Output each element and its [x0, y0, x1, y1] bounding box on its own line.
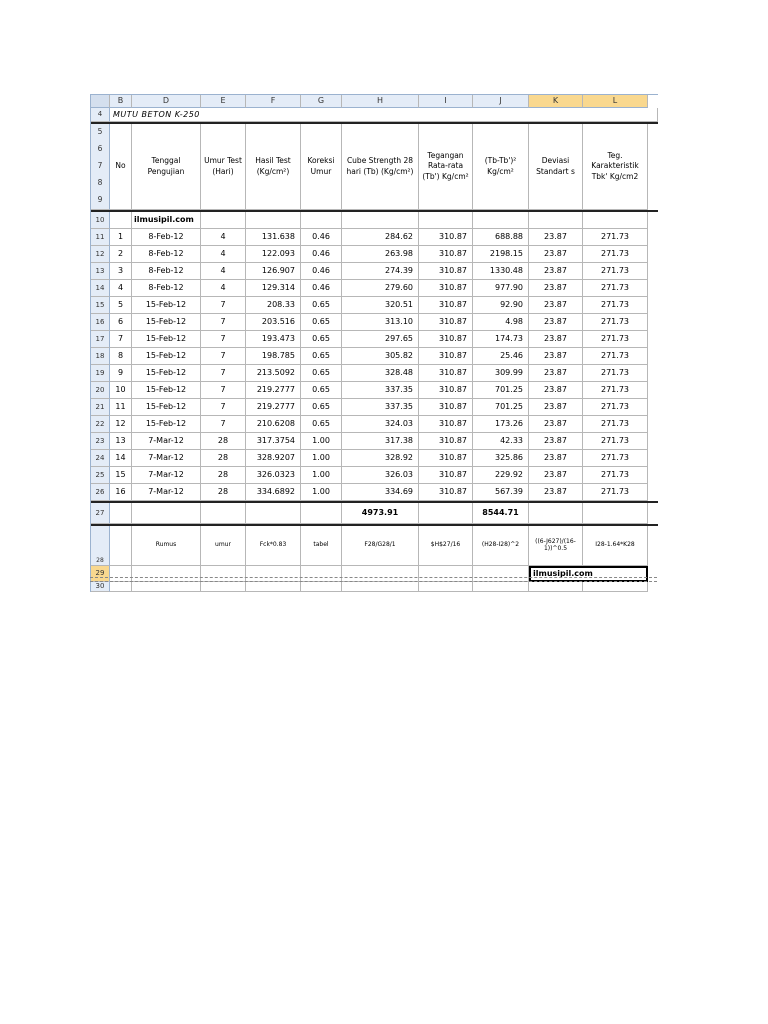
cell-deviasi[interactable]: 23.87	[529, 263, 583, 280]
header-hasil-test[interactable]: Hasil Test (Kg/cm²)	[246, 124, 301, 210]
cell-tegangan[interactable]: 310.87	[419, 416, 473, 433]
column-header-b[interactable]: B	[110, 95, 132, 108]
cell-cube-strength[interactable]: 274.39	[342, 263, 419, 280]
sum-row	[91, 501, 658, 526]
cell-date[interactable]: 7-Mar-12	[132, 484, 201, 501]
cell[interactable]	[132, 582, 201, 592]
cell-tegangan[interactable]: 310.87	[419, 450, 473, 467]
cell-tegangan[interactable]: 310.87	[419, 467, 473, 484]
row-header[interactable]: 9	[97, 195, 103, 205]
cell-deviasi[interactable]: 23.87	[529, 348, 583, 365]
table-row	[91, 331, 658, 348]
cell-umur[interactable]: 4	[201, 246, 246, 263]
cell-cube-strength[interactable]: 263.98	[342, 246, 419, 263]
cell-koreksi[interactable]: 1.00	[301, 450, 342, 467]
row-header[interactable]: 21	[91, 399, 110, 416]
cell[interactable]	[419, 503, 473, 524]
cell[interactable]	[583, 582, 648, 592]
column-header-k[interactable]: K	[529, 95, 583, 108]
cube-sum-cell[interactable]: 4973.91	[342, 503, 419, 524]
cell-umur[interactable]: 28	[201, 433, 246, 450]
cell-deviasi[interactable]: 23.87	[529, 314, 583, 331]
table-row	[91, 229, 658, 246]
cell[interactable]	[246, 582, 301, 592]
row-header[interactable]: 8	[97, 178, 103, 188]
cell[interactable]	[201, 212, 246, 229]
cell-hasil-test[interactable]: 203.516	[246, 314, 301, 331]
formula-cell-g[interactable]: tabel	[301, 526, 342, 566]
cell-deviasi[interactable]: 23.87	[529, 280, 583, 297]
cell-umur[interactable]: 4	[201, 280, 246, 297]
cell-date[interactable]: 15-Feb-12	[132, 399, 201, 416]
cell-date[interactable]: 15-Feb-12	[132, 331, 201, 348]
cell-karakteristik[interactable]: 271.73	[583, 365, 648, 382]
cell-tb-squared[interactable]: 25.46	[473, 348, 529, 365]
column-header-g[interactable]: G	[301, 95, 342, 108]
row-header[interactable]: 18	[91, 348, 110, 365]
row-header[interactable]: 26	[91, 484, 110, 501]
cell-date[interactable]: 7-Mar-12	[132, 433, 201, 450]
cell-karakteristik[interactable]: 271.73	[583, 484, 648, 501]
cell-karakteristik[interactable]: 271.73	[583, 246, 648, 263]
cell-deviasi[interactable]: 23.87	[529, 365, 583, 382]
cell-deviasi[interactable]: 23.87	[529, 246, 583, 263]
table-row	[91, 280, 658, 297]
cell[interactable]	[583, 212, 648, 229]
cell-date[interactable]: 15-Feb-12	[132, 348, 201, 365]
cell-cube-strength[interactable]: 284.62	[342, 229, 419, 246]
cell[interactable]	[110, 503, 132, 524]
cell[interactable]	[301, 503, 342, 524]
formula-cell-f[interactable]: Fck*0.83	[246, 526, 301, 566]
cell-no[interactable]: 10	[110, 382, 132, 399]
cell-koreksi[interactable]: 0.65	[301, 348, 342, 365]
cell-cube-strength[interactable]: 328.92	[342, 450, 419, 467]
column-header-f[interactable]: F	[246, 95, 301, 108]
row-header[interactable]: 25	[91, 467, 110, 484]
cell-cube-strength[interactable]: 326.03	[342, 467, 419, 484]
cell[interactable]	[473, 212, 529, 229]
cell-koreksi[interactable]: 1.00	[301, 433, 342, 450]
cell-tb-squared[interactable]: 567.39	[473, 484, 529, 501]
cell-cube-strength[interactable]: 279.60	[342, 280, 419, 297]
cell-umur[interactable]: 7	[201, 331, 246, 348]
cell-hasil-test[interactable]: 317.3754	[246, 433, 301, 450]
cell-date[interactable]: 8-Feb-12	[132, 246, 201, 263]
formula-cell-k[interactable]: ((6-J627)/(16-1))^0.5	[529, 526, 583, 566]
cell-deviasi[interactable]: 23.87	[529, 399, 583, 416]
cell-cube-strength[interactable]: 313.10	[342, 314, 419, 331]
table-row	[91, 246, 658, 263]
table-row	[91, 484, 658, 501]
cell-tb-squared[interactable]: 229.92	[473, 467, 529, 484]
cell-koreksi[interactable]: 1.00	[301, 484, 342, 501]
cell-karakteristik[interactable]: 271.73	[583, 297, 648, 314]
cell-tb-squared[interactable]: 701.25	[473, 382, 529, 399]
cell[interactable]	[110, 526, 132, 566]
cell-koreksi[interactable]: 0.65	[301, 365, 342, 382]
tb-squared-sum-cell[interactable]: 8544.71	[473, 503, 529, 524]
watermark-cell[interactable]: ilmusipil.com	[529, 566, 648, 582]
cell-karakteristik[interactable]: 271.73	[583, 382, 648, 399]
cell-deviasi[interactable]: 23.87	[529, 467, 583, 484]
cell-no[interactable]: 1	[110, 229, 132, 246]
cell-cube-strength[interactable]: 337.35	[342, 382, 419, 399]
cell-date[interactable]: 15-Feb-12	[132, 297, 201, 314]
cell-hasil-test[interactable]: 334.6892	[246, 484, 301, 501]
cell-tb-squared[interactable]: 42.33	[473, 433, 529, 450]
cell-hasil-test[interactable]: 126.907	[246, 263, 301, 280]
site-label-cell[interactable]: ilmusipil.com	[132, 212, 201, 229]
cell-koreksi[interactable]: 0.65	[301, 399, 342, 416]
table-row	[91, 433, 658, 450]
formula-cell-d[interactable]: Rumus	[132, 526, 201, 566]
cell-no[interactable]: 6	[110, 314, 132, 331]
cell-hasil-test[interactable]: 131.638	[246, 229, 301, 246]
header-tb-squared[interactable]: (Tb-Tb')² Kg/cm²	[473, 124, 529, 210]
cell-no[interactable]: 7	[110, 331, 132, 348]
cell-no[interactable]: 4	[110, 280, 132, 297]
row-header[interactable]: 19	[91, 365, 110, 382]
cell[interactable]	[201, 503, 246, 524]
cell-umur[interactable]: 28	[201, 467, 246, 484]
cell-deviasi[interactable]: 23.87	[529, 382, 583, 399]
cell-tegangan[interactable]: 310.87	[419, 229, 473, 246]
formula-cell-l[interactable]: I28-1.64*K28	[583, 526, 648, 566]
cell-date[interactable]: 7-Mar-12	[132, 467, 201, 484]
row-header[interactable]: 7	[97, 161, 103, 171]
row-header[interactable]: 20	[91, 382, 110, 399]
row-header[interactable]: 17	[91, 331, 110, 348]
row-header[interactable]: 10	[91, 212, 110, 229]
cell-no[interactable]: 2	[110, 246, 132, 263]
cell-no[interactable]: 13	[110, 433, 132, 450]
cell[interactable]	[342, 582, 419, 592]
cell[interactable]	[201, 582, 246, 592]
cell-cube-strength[interactable]: 328.48	[342, 365, 419, 382]
formula-row	[91, 526, 658, 566]
cell-umur[interactable]: 7	[201, 416, 246, 433]
cell-no[interactable]: 16	[110, 484, 132, 501]
row-header[interactable]: 5	[97, 127, 103, 137]
table-header-row	[91, 122, 658, 210]
cell-tb-squared[interactable]: 977.90	[473, 280, 529, 297]
cell-koreksi[interactable]: 0.65	[301, 382, 342, 399]
cell-no[interactable]: 9	[110, 365, 132, 382]
cell-no[interactable]: 15	[110, 467, 132, 484]
table-row	[91, 314, 658, 331]
row-header[interactable]: 27	[91, 503, 110, 524]
cell[interactable]	[419, 212, 473, 229]
cell-date[interactable]: 15-Feb-12	[132, 382, 201, 399]
table-row	[91, 399, 658, 416]
empty-row	[91, 582, 658, 592]
cell-koreksi[interactable]: 1.00	[301, 467, 342, 484]
cell-tb-squared[interactable]: 309.99	[473, 365, 529, 382]
row-header[interactable]: 28	[91, 526, 110, 566]
cell-hasil-test[interactable]: 193.473	[246, 331, 301, 348]
column-header-e[interactable]: E	[201, 95, 246, 108]
cell-karakteristik[interactable]: 271.73	[583, 229, 648, 246]
header-deviasi[interactable]: Deviasi Standart s	[529, 124, 583, 210]
cell-date[interactable]: 15-Feb-12	[132, 365, 201, 382]
cell-umur[interactable]: 4	[201, 263, 246, 280]
cell-tegangan[interactable]: 310.87	[419, 280, 473, 297]
cell[interactable]	[246, 503, 301, 524]
cell-umur[interactable]: 7	[201, 348, 246, 365]
cell[interactable]	[583, 503, 648, 524]
table-row	[91, 297, 658, 314]
header-koreksi[interactable]: Koreksi Umur	[301, 124, 342, 210]
column-header-l[interactable]: L	[583, 95, 648, 108]
cell-hasil-test[interactable]: 208.33	[246, 297, 301, 314]
row-header[interactable]: 4	[91, 108, 110, 122]
title-row	[91, 108, 658, 122]
cell-date[interactable]: 15-Feb-12	[132, 314, 201, 331]
cell[interactable]	[301, 212, 342, 229]
table-row	[91, 450, 658, 467]
cell-cube-strength[interactable]: 337.35	[342, 399, 419, 416]
cell-hasil-test[interactable]: 328.9207	[246, 450, 301, 467]
cell-koreksi[interactable]: 0.65	[301, 297, 342, 314]
cell-umur[interactable]: 7	[201, 297, 246, 314]
cell-deviasi[interactable]: 23.87	[529, 331, 583, 348]
column-header-d[interactable]: D	[132, 95, 201, 108]
sheet-title-cell[interactable]: MUTU BETON K-250	[110, 108, 658, 122]
cell-karakteristik[interactable]: 271.73	[583, 416, 648, 433]
cell-deviasi[interactable]: 23.87	[529, 297, 583, 314]
column-header-i[interactable]: I	[419, 95, 473, 108]
row-header-group	[91, 124, 110, 210]
cell-umur[interactable]: 28	[201, 484, 246, 501]
formula-cell-j[interactable]: (H28-I28)^2	[473, 526, 529, 566]
cell-tb-squared[interactable]: 173.26	[473, 416, 529, 433]
row-header[interactable]: 30	[91, 582, 110, 592]
cell-date[interactable]: 8-Feb-12	[132, 263, 201, 280]
cell-tegangan[interactable]: 310.87	[419, 365, 473, 382]
cell-umur[interactable]: 7	[201, 314, 246, 331]
cell[interactable]	[132, 503, 201, 524]
cell-koreksi[interactable]: 0.46	[301, 229, 342, 246]
cell-date[interactable]: 8-Feb-12	[132, 229, 201, 246]
header-tegangan[interactable]: Tegangan Rata-rata (Tb') Kg/cm²	[419, 124, 473, 210]
cell-tb-squared[interactable]: 688.88	[473, 229, 529, 246]
cell-tb-squared[interactable]: 2198.15	[473, 246, 529, 263]
cell-deviasi[interactable]: 23.87	[529, 416, 583, 433]
row-header[interactable]: 13	[91, 263, 110, 280]
cell-cube-strength[interactable]: 320.51	[342, 297, 419, 314]
row-header[interactable]: 14	[91, 280, 110, 297]
cell-no[interactable]: 11	[110, 399, 132, 416]
cell-tb-squared[interactable]: 174.73	[473, 331, 529, 348]
formula-cell-e[interactable]: umur	[201, 526, 246, 566]
cell-tegangan[interactable]: 310.87	[419, 331, 473, 348]
cell[interactable]	[419, 582, 473, 592]
cell-hasil-test[interactable]: 213.5092	[246, 365, 301, 382]
cell-karakteristik[interactable]: 271.73	[583, 280, 648, 297]
cell-tegangan[interactable]: 310.87	[419, 297, 473, 314]
data-rows	[91, 229, 658, 501]
cell-tb-squared[interactable]: 92.90	[473, 297, 529, 314]
cell-tb-squared[interactable]: 325.86	[473, 450, 529, 467]
column-header-j[interactable]: J	[473, 95, 529, 108]
cell-tb-squared[interactable]: 4.98	[473, 314, 529, 331]
cell-hasil-test[interactable]: 129.314	[246, 280, 301, 297]
row-header[interactable]: 12	[91, 246, 110, 263]
cell-cube-strength[interactable]: 297.65	[342, 331, 419, 348]
select-all-corner[interactable]	[91, 95, 110, 108]
cell-cube-strength[interactable]: 334.69	[342, 484, 419, 501]
cell-tb-squared[interactable]: 1330.48	[473, 263, 529, 280]
cell[interactable]	[246, 212, 301, 229]
cell-date[interactable]: 15-Feb-12	[132, 416, 201, 433]
cell-umur[interactable]: 7	[201, 382, 246, 399]
cell-cube-strength[interactable]: 317.38	[342, 433, 419, 450]
cell-karakteristik[interactable]: 271.73	[583, 467, 648, 484]
cell[interactable]	[529, 212, 583, 229]
cell-karakteristik[interactable]: 271.73	[583, 433, 648, 450]
row-header[interactable]: 24	[91, 450, 110, 467]
cell-no[interactable]: 3	[110, 263, 132, 280]
row-header[interactable]: 11	[91, 229, 110, 246]
table-row	[91, 365, 658, 382]
cell[interactable]	[110, 212, 132, 229]
table-row	[91, 467, 658, 484]
row-header[interactable]: 16	[91, 314, 110, 331]
cell-koreksi[interactable]: 0.65	[301, 314, 342, 331]
cell-tegangan[interactable]: 310.87	[419, 382, 473, 399]
site-row	[91, 210, 658, 229]
cell[interactable]	[529, 582, 583, 592]
header-umur[interactable]: Umur Test (Hari)	[201, 124, 246, 210]
column-header-h[interactable]: H	[342, 95, 419, 108]
cell-deviasi[interactable]: 23.87	[529, 484, 583, 501]
cell-date[interactable]: 8-Feb-12	[132, 280, 201, 297]
column-header-row	[91, 95, 658, 108]
cell-karakteristik[interactable]: 271.73	[583, 263, 648, 280]
header-tanggal[interactable]: Tenggal Pengujian	[132, 124, 201, 210]
cell-umur[interactable]: 28	[201, 450, 246, 467]
cell[interactable]	[473, 582, 529, 592]
cell-tegangan[interactable]: 310.87	[419, 348, 473, 365]
cell-tegangan[interactable]: 310.87	[419, 263, 473, 280]
cell-deviasi[interactable]: 23.87	[529, 433, 583, 450]
cell-deviasi[interactable]: 23.87	[529, 229, 583, 246]
header-karakteristik[interactable]: Teg. Karakteristik Tbk' Kg/cm2	[583, 124, 648, 210]
cell[interactable]	[529, 503, 583, 524]
cell-cube-strength[interactable]: 305.82	[342, 348, 419, 365]
cell-tegangan[interactable]: 310.87	[419, 433, 473, 450]
cell-hasil-test[interactable]: 219.2777	[246, 399, 301, 416]
cell[interactable]	[110, 582, 132, 592]
table-row	[91, 416, 658, 433]
row-header[interactable]: 22	[91, 416, 110, 433]
cell-karakteristik[interactable]: 271.73	[583, 331, 648, 348]
cell[interactable]	[301, 582, 342, 592]
cell-tegangan[interactable]: 310.87	[419, 314, 473, 331]
spreadsheet-grid	[90, 94, 658, 592]
cell-tegangan[interactable]: 310.87	[419, 484, 473, 501]
cell-koreksi[interactable]: 0.65	[301, 416, 342, 433]
cell-tb-squared[interactable]: 701.25	[473, 399, 529, 416]
formula-cell-h[interactable]: F28/G28/1	[342, 526, 419, 566]
cell-umur[interactable]: 7	[201, 365, 246, 382]
cell-cube-strength[interactable]: 324.03	[342, 416, 419, 433]
cell-tegangan[interactable]: 310.87	[419, 246, 473, 263]
cell-date[interactable]: 7-Mar-12	[132, 450, 201, 467]
cell-deviasi[interactable]: 23.87	[529, 450, 583, 467]
page-break-line	[90, 577, 657, 582]
cell-umur[interactable]: 7	[201, 399, 246, 416]
cell-no[interactable]: 5	[110, 297, 132, 314]
row-header[interactable]: 29	[91, 566, 110, 582]
cell-no[interactable]: 12	[110, 416, 132, 433]
cell-karakteristik[interactable]: 271.73	[583, 399, 648, 416]
cell-karakteristik[interactable]: 271.73	[583, 314, 648, 331]
cell-koreksi[interactable]: 0.46	[301, 280, 342, 297]
header-no[interactable]: No	[110, 124, 132, 210]
cell-hasil-test[interactable]: 326.0323	[246, 467, 301, 484]
formula-cell-i[interactable]: $H$27/16	[419, 526, 473, 566]
row-header[interactable]: 15	[91, 297, 110, 314]
table-row	[91, 263, 658, 280]
cell-koreksi[interactable]: 0.46	[301, 246, 342, 263]
cell-hasil-test[interactable]: 122.093	[246, 246, 301, 263]
cell-hasil-test[interactable]: 210.6208	[246, 416, 301, 433]
cell-hasil-test[interactable]: 219.2777	[246, 382, 301, 399]
cell-no[interactable]: 8	[110, 348, 132, 365]
row-header[interactable]: 23	[91, 433, 110, 450]
cell-tegangan[interactable]: 310.87	[419, 399, 473, 416]
header-cube-strength[interactable]: Cube Strength 28 hari (Tb) (Kg/cm²)	[342, 124, 419, 210]
cell-koreksi[interactable]: 0.46	[301, 263, 342, 280]
cell-no[interactable]: 14	[110, 450, 132, 467]
cell-koreksi[interactable]: 0.65	[301, 331, 342, 348]
table-row	[91, 348, 658, 365]
table-row	[91, 382, 658, 399]
cell-karakteristik[interactable]: 271.73	[583, 450, 648, 467]
row-header[interactable]: 6	[97, 144, 103, 154]
cell-karakteristik[interactable]: 271.73	[583, 348, 648, 365]
cell-hasil-test[interactable]: 198.785	[246, 348, 301, 365]
cell-umur[interactable]: 4	[201, 229, 246, 246]
cell[interactable]	[342, 212, 419, 229]
